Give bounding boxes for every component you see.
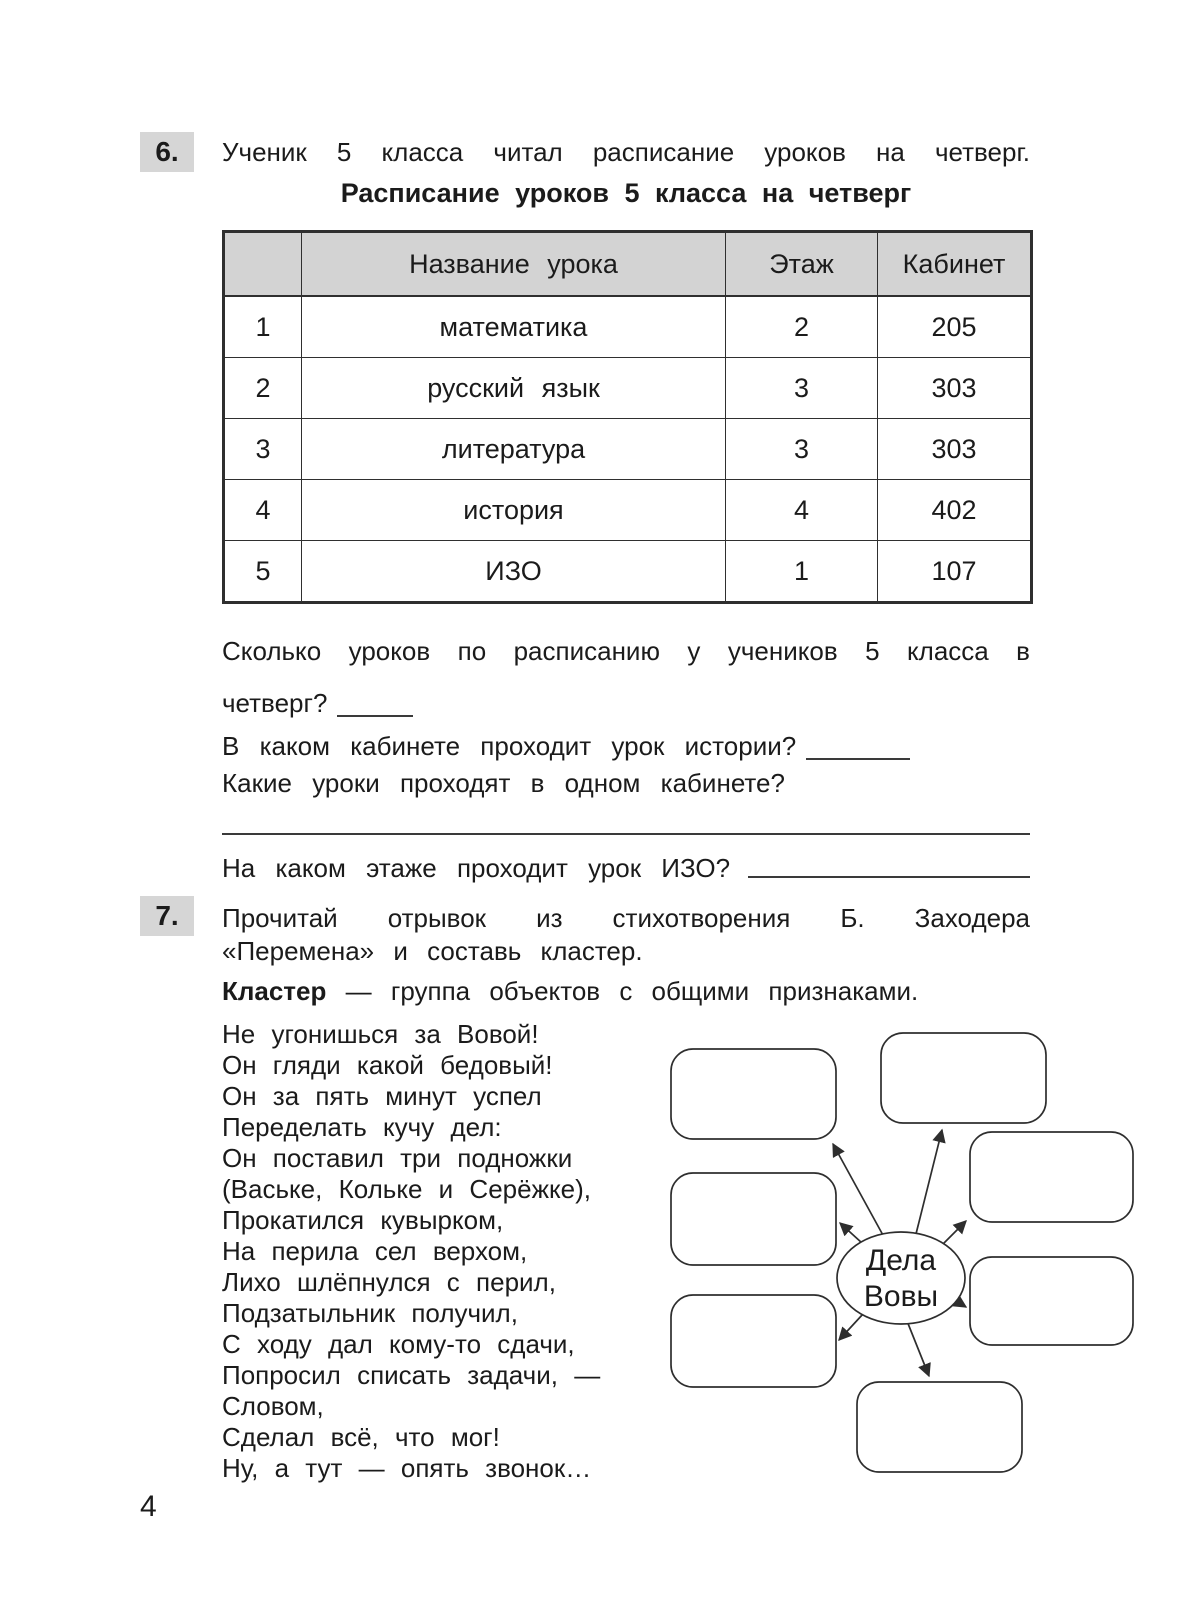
table-row (224, 480, 1032, 541)
table-row (224, 358, 1032, 419)
cell-cabinet: 107 (878, 541, 1032, 603)
poem-line: Прокатился кувырком, (222, 1205, 504, 1235)
poem-line: Он гляди какой бедовый! (222, 1050, 553, 1080)
poem-line: С ходу дал кому-то сдачи, (222, 1329, 575, 1359)
task6-intro: Ученик 5 класса читал расписание уроков на четверг. (222, 137, 1030, 167)
poem-line: Он за пять минут успел (222, 1081, 542, 1111)
cell-number: 3 (224, 419, 302, 480)
poem-line: Сделал всё, что мог! (222, 1422, 500, 1452)
cell-floor: 3 (726, 419, 878, 480)
cluster-definition (222, 974, 1030, 1008)
task7-intro-line1: Прочитай отрывок из стихотворения Б. Заходера (222, 903, 1030, 933)
cell-cabinet: 402 (878, 480, 1032, 541)
cluster-box-left-lower[interactable] (671, 1295, 836, 1387)
cluster-box-top-center[interactable] (881, 1033, 1046, 1123)
question3: Какие уроки проходят в одном кабинете? (222, 768, 785, 798)
cell-lesson: литература (302, 419, 726, 480)
answer-blank-q4[interactable] (748, 876, 1030, 878)
poem (222, 1019, 672, 1484)
cell-lesson: ИЗО (302, 541, 726, 603)
cluster-box-left-middle[interactable] (671, 1173, 836, 1265)
cell-cabinet: 205 (878, 296, 1032, 358)
header-cell-cabinet: Кабинет (878, 232, 1032, 297)
cluster-arrow-right-upper (941, 1221, 966, 1246)
table-row (224, 419, 1032, 480)
question2-text: В каком кабинете проходит урок истории? (222, 731, 797, 761)
question1-text: четверг? (222, 688, 328, 718)
header-cell-floor: Этаж (726, 232, 878, 297)
poem-line: Переделать кучу дел: (222, 1112, 502, 1142)
question4 (222, 851, 1030, 885)
cell-lesson: история (302, 480, 726, 541)
cell-number: 5 (224, 541, 302, 603)
header-cell-lesson: Название урока (302, 232, 726, 297)
task7-number-badge: 7. (140, 896, 194, 936)
cell-lesson: русский язык (302, 358, 726, 419)
cell-floor: 3 (726, 358, 878, 419)
poem-line: Словом, (222, 1391, 324, 1421)
table-header-row (224, 232, 1032, 297)
cell-cabinet: 303 (878, 358, 1032, 419)
cell-floor: 2 (726, 296, 878, 358)
table-title: Расписание уроков 5 класса на четверг (340, 178, 912, 208)
cluster-box-right-upper[interactable] (970, 1132, 1133, 1222)
cell-cabinet: 303 (878, 419, 1032, 480)
task6-number-badge: 6. (140, 132, 194, 172)
poem-line: Не угонишься за Вовой! (222, 1019, 539, 1049)
poem-line: Лихо шлёпнулся с перил, (222, 1267, 556, 1297)
cluster-box-bottom[interactable] (857, 1382, 1022, 1472)
cell-number: 2 (224, 358, 302, 419)
cluster-box-top-left[interactable] (671, 1049, 836, 1139)
table-row (224, 296, 1032, 358)
question4-text: На каком этаже проходит урок ИЗО? (222, 853, 731, 883)
cluster-arrow-left-middle (840, 1223, 862, 1243)
cell-floor: 4 (726, 480, 878, 541)
question1-line2 (222, 686, 1030, 720)
question2 (222, 729, 1030, 763)
header-cell-number (224, 232, 302, 297)
cluster-diagram (650, 1015, 1140, 1480)
cluster-center-label-line2: Вовы (863, 1280, 939, 1313)
cell-number: 4 (224, 480, 302, 541)
poem-line: На перила сел верхом, (222, 1236, 528, 1266)
answer-blank-q1[interactable] (337, 713, 413, 717)
page-number: 4 (140, 1490, 157, 1523)
cluster-arrow-top-center (916, 1130, 942, 1234)
cluster-arrow-left-lower (839, 1314, 863, 1340)
definition-rest: — группа объектов с общими признаками. (345, 976, 919, 1006)
definition-term: Кластер (222, 976, 327, 1006)
answer-line-full[interactable] (222, 833, 1030, 835)
question1-line1: Сколько уроков по расписанию у учеников 5 класса в (222, 636, 1030, 666)
cell-number: 1 (224, 296, 302, 358)
table-row (224, 541, 1032, 603)
task7-intro-line2: «Перемена» и составь кластер. (222, 936, 643, 966)
poem-line: Ну, а тут — опять звонок… (222, 1453, 592, 1483)
answer-blank-q2[interactable] (806, 756, 910, 760)
cell-lesson: математика (302, 296, 726, 358)
schedule-table (222, 230, 1033, 604)
poem-line: Подзатыльник получил, (222, 1298, 518, 1328)
cluster-arrow-bottom (907, 1321, 929, 1376)
cell-floor: 1 (726, 541, 878, 603)
poem-line: Он поставил три подножки (222, 1143, 573, 1173)
poem-line: (Ваське, Кольке и Серёжке), (222, 1174, 591, 1204)
cluster-center-label-line1: Дела (865, 1244, 937, 1277)
poem-line: Попросил списать задачи, — (222, 1360, 601, 1390)
cluster-box-right-lower[interactable] (970, 1257, 1133, 1345)
